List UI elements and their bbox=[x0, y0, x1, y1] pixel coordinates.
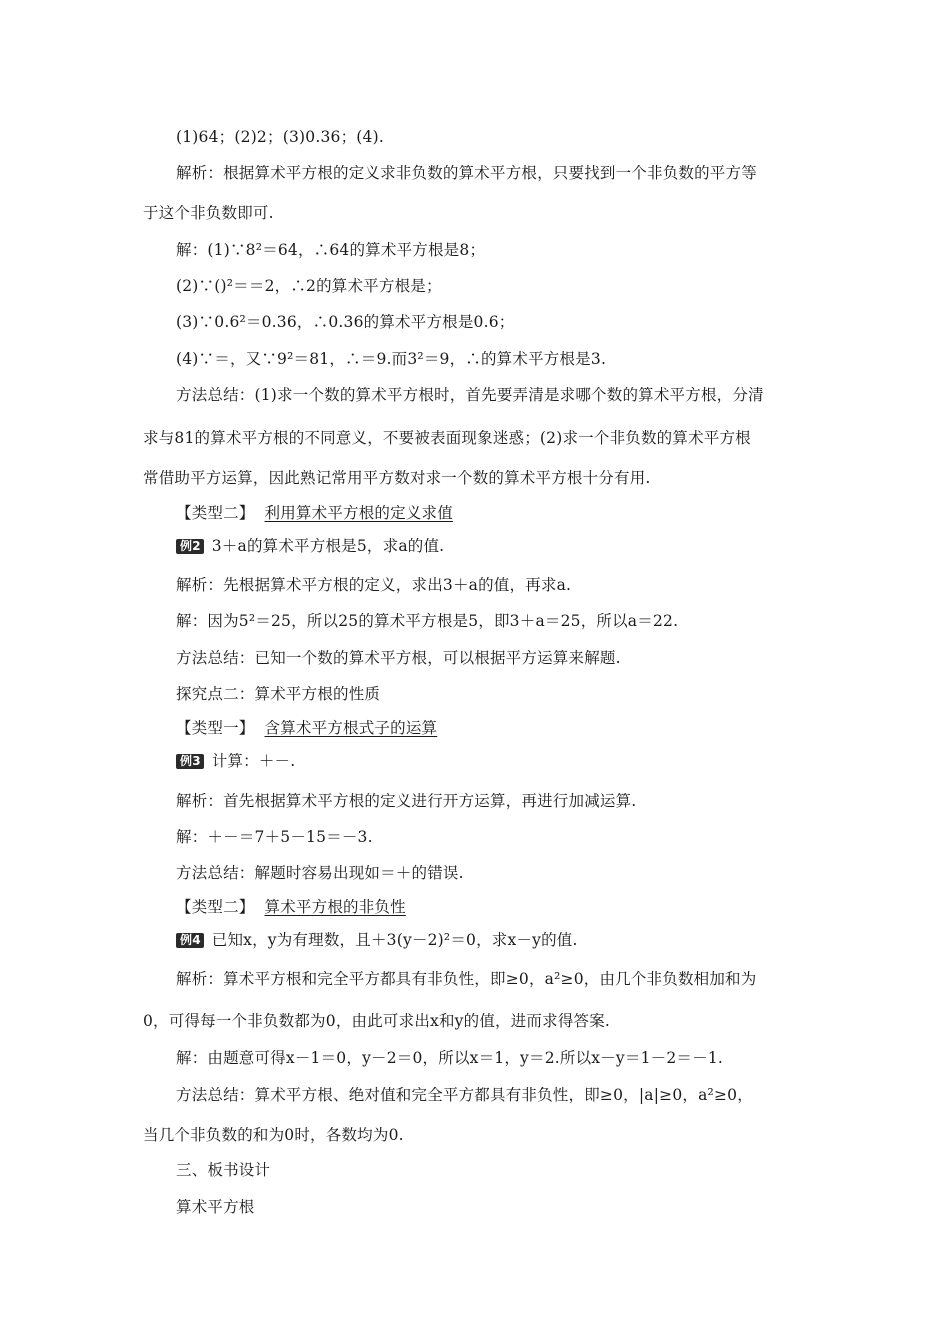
exploration-point-heading: 探究点二：算术平方根的性质 bbox=[176, 685, 381, 703]
example-2 bbox=[176, 536, 444, 556]
example-3 bbox=[176, 751, 295, 771]
solution-line-1: 解：(1)∵8²＝64，∴64的算术平方根是8； bbox=[176, 241, 486, 259]
analysis-paragraph-cont: 0，可得每一个非负数都为0，由此可求出x和y的值，进而求得答案. bbox=[143, 1012, 611, 1030]
method-summary-cont: 当几个非负数的和为0时，各数均为0. bbox=[143, 1126, 404, 1144]
analysis-paragraph: 解析：先根据算术平方根的定义，求出3＋a的值，再求a. bbox=[176, 576, 572, 594]
example-badge: 例2 bbox=[176, 539, 204, 554]
method-summary-cont-2: 常借助平方运算，因此熟记常用平方数对求一个数的算术平方根十分有用. bbox=[143, 469, 651, 487]
example-4 bbox=[176, 930, 578, 950]
solution-line-3: (3)∵0.6²＝0.36，∴0.36的算术平方根是0.6； bbox=[176, 313, 515, 331]
solution-line-2: (2)∵()²＝＝2，∴2的算术平方根是； bbox=[176, 277, 442, 295]
section-heading-type2 bbox=[176, 897, 406, 917]
analysis-paragraph-cont: 于这个非负数即可. bbox=[143, 204, 274, 222]
analysis-paragraph: 解析：根据算术平方根的定义求非负数的算术平方根，只要找到一个非负数的平方等 bbox=[176, 164, 757, 182]
section-heading-type2 bbox=[176, 503, 453, 523]
method-summary: 方法总结：已知一个数的算术平方根，可以根据平方运算来解题. bbox=[176, 649, 621, 667]
board-design-title: 算术平方根 bbox=[176, 1198, 255, 1216]
type-tag: 【类型二】 bbox=[176, 898, 255, 916]
example-text: 已知x，y为有理数，且＋3(y－2)²＝0，求x－y的值. bbox=[211, 931, 578, 949]
example-badge: 例4 bbox=[176, 933, 204, 948]
analysis-paragraph: 解析：首先根据算术平方根的定义进行开方运算，再进行加减运算. bbox=[176, 792, 637, 810]
solution-paragraph: 解：由题意可得x－1＝0，y－2＝0，所以x＝1，y＝2.所以x－y＝1－2＝－1. bbox=[176, 1049, 724, 1067]
example-text: 计算：＋－. bbox=[211, 752, 296, 770]
type-tag: 【类型二】 bbox=[176, 504, 255, 522]
solution-paragraph: 解：因为5²＝25，所以25的算术平方根是5，即3＋a＝25，所以a＝22. bbox=[176, 612, 679, 630]
type-title: 算术平方根的非负性 bbox=[264, 898, 406, 916]
type-tag: 【类型一】 bbox=[176, 719, 255, 737]
answer-list: (1)64；(2)2；(3)0.36；(4). bbox=[176, 128, 384, 146]
section-heading-type1 bbox=[176, 718, 437, 738]
solution-paragraph: 解：＋－＝7＋5－15＝－3. bbox=[176, 828, 373, 846]
solution-line-4: (4)∵＝，又∵9²＝81，∴＝9.而3²＝9，∴的算术平方根是3. bbox=[176, 350, 607, 368]
example-badge: 例3 bbox=[176, 754, 204, 769]
type-title: 含算术平方根式子的运算 bbox=[264, 719, 438, 737]
example-text: 3＋a的算术平方根是5，求a的值. bbox=[211, 537, 445, 555]
method-summary: 方法总结：(1)求一个数的算术平方根时，首先要弄清是求哪个数的算术平方根，分清 bbox=[176, 386, 764, 404]
analysis-paragraph: 解析：算术平方根和完全平方都具有非负性，即≥0，a²≥0，由几个非负数相加和为 bbox=[176, 970, 757, 988]
method-summary-cont-1: 求与81的算术平方根的不同意义，不要被表面现象迷惑；(2)求一个非负数的算术平方根 bbox=[143, 429, 751, 447]
method-summary: 方法总结：解题时容易出现如＝＋的错误. bbox=[176, 864, 464, 882]
method-summary: 方法总结：算术平方根、绝对值和完全平方都具有非负性，即≥0，|a|≥0，a²≥0， bbox=[176, 1086, 753, 1104]
board-design-heading: 三、板书设计 bbox=[176, 1161, 271, 1179]
type-title: 利用算术平方根的定义求值 bbox=[264, 504, 453, 522]
